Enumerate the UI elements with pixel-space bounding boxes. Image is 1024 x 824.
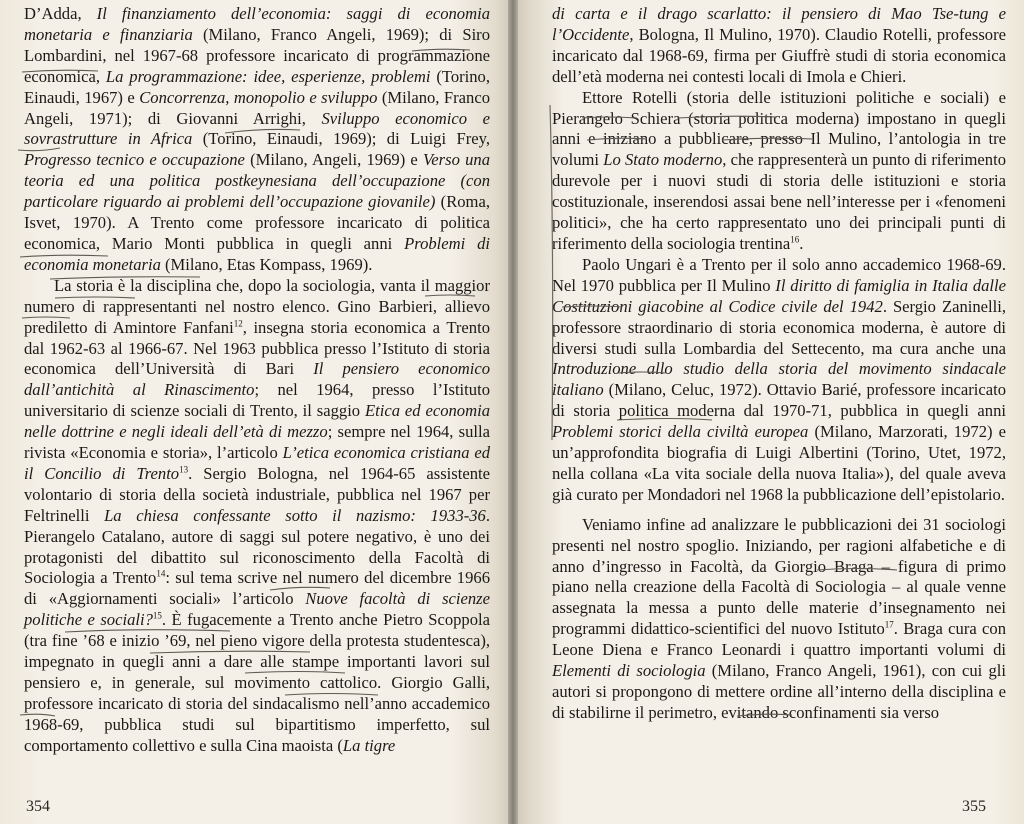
left-page-number: 354: [26, 798, 50, 815]
right-page-paragraph: di carta e il drago scarlatto: il pensiero di Mao Tse-tung e l’Occidente, Bologna, Il Mulino, 1970). Claudio Rotelli, professore incaricato dal 1968-69, firma per Giuffrè studi di storia economica dell’età moderna nei contesti locali di Imola e Chieri.: [552, 4, 1006, 86]
left-page-paragraph: D’Adda, Il finanziamento dell’economia: saggi di economia monetaria e finanziaria (Milano, Franco Angeli, 1969); di Siro Lombardini, nel 1967-68 professore incaricato di programmazione economica, La programmazione: idee, esperienze, problemi (Torino, Einaudi, 1967) e Concorrenza, monopolio e sviluppo (Milano, Franco Angeli, 1971); di Giovanni Arrighi, Sviluppo economico e sovrastrutture in Africa (Torino, Einaudi, 1969); di Luigi Frey, Progresso tecnico e occupazione (Milano, Angeli, 1969) e Verso una teoria ed una politica postkeynesiana dell’occupazione (con particolare riguardo ai problemi dell’occupazione giovanile) (Roma, Isvet, 1970). A Trento come professore incaricato di politica economica, Mario Monti pubblica in quegli anni Problemi di economia monetaria (Milano, Etas Kompass, 1969).: [24, 4, 491, 274]
left-page-text: [24, 4, 490, 757]
right-page: [512, 0, 1024, 824]
right-page-number: 355: [962, 798, 986, 815]
right-page-paragraph: Paolo Ungari è a Trento per il solo anno accademico 1968-69. Nel 1970 pubblica per Il Mulino Il diritto di famiglia in Italia dalle Costituzioni giacobine al Codice civile del 1942. Sergio Zaninelli, professore straordinario di storia economica moderna, è autore di diversi studi sulla Lombardia del Settecento, ma cura anche una Introduzione allo studio della storia del movimento sindacale italiano (Milano, Celuc, 1972). Ottavio Barié, professore incaricato di storia politica moderna dal 1970-71, pubblica in quegli anni Problemi storici della civiltà europea (Milano, Marzorati, 1972) e un’approfondita biografia di Luigi Albertini (Torino, Utet, 1972, nella collana «La vita sociale della nuova Italia»), del quale aveva già curato per Mondadori nel 1968 la pubblicazione dell’epistolario.: [552, 254, 1006, 504]
right-page-text: [552, 4, 1006, 724]
right-page-paragraph: Veniamo infine ad analizzare le pubblicazioni dei 31 sociologi presenti nel nostro spoglio. Iniziando, per ragioni alfabetiche e di anno d’ingresso in Facoltà, da Giorgio Braga – figura di primo piano nella creazione della Facoltà di Sociologia – al quale venne assegnata la messa a punto delle materie d’insegnamento nei programmi didattico-scientifici del nuovo Istituto$^{17}$. Braga cura con Leone Diena e Franco Leonardi i quattro importanti volumi di Elementi di sociologia (Milano, Franco Angeli, 1961), con cui gli autori si propongono di mettere ordine all’interno della disciplina e di stabilirne il perimetro, evitando sconfinamenti sia verso: [552, 514, 1006, 722]
right-page-paragraph: Ettore Rotelli (storia delle istituzioni politiche e sociali) e Pierangelo Schiera (storia politica moderna) impostano in quegli anni e iniziano a pubblicare, presso Il Mulino, l’antologia in tre volumi Lo Stato moderno, che rappresenterà un punto di riferimento durevole per i nuovi studi di storia delle istituzioni e storia costituzionale, inserendosi assai bene nell’interesse per i «fenomeni politici», che ha certo rappresentato uno dei principali punti di riferimento della sociologia trentina$^{16}$.: [552, 87, 1006, 253]
left-page-paragraph: La storia è la disciplina che, dopo la sociologia, vanta il maggior numero di rappresentanti nel nostro elenco. Gino Barbieri, allievo prediletto di Amintore Fanfani$^{12}$, insegna storia economica a Trento dal 1962-63 al 1966-67. Nel 1963 pubblica presso l’Istituto di storia economica dell’Università di Bari Il pensiero economico dall’antichità al Rinascimento; nel 1964, presso l’Istituto universitario di scienze sociali di Trento, il saggio Etica ed economia nelle dottrine e negli ideali dell’età di mezzo; sempre nel 1964, sulla rivista «Economia e storia», l’articolo L’etica economica cristiana ed il Concilio di Trento$^{13}$. Sergio Bologna, nel 1964-65 assistente volontario di storia della società industriale, pubblica nel 1967 per Feltrinelli La chiesa confessante sotto il nazismo: 1933-36. Pierangelo Catalano, autore di saggi sul potere negativo, è uno dei protagonisti del dibattito sul riconoscimento della Facoltà di Sociologia a Trento$^{14}$: sul tema scrive nel numero del dicembre 1966 di «Aggiornamenti sociali» l’articolo Nuove facoltà di scienze politiche e sociali?$^{15}$. È fugacemente a Trento anche Pietro Scoppola (tra fine ’68 e inizio ’69, nel pieno vigore della protesta studentesca), impegnato in quegli anni a dare alle stampe importanti lavori sul pensiero e, in generale, sul movimento cattolico. Giorgio Galli, professore incaricato di storia del sindacalismo nell’anno accademico 1968-69, pubblica studi sul bipartitismo imperfetto, sul comportamento collettivo e sulla Cina maoista (La tigre: [24, 275, 491, 755]
book-gutter: [508, 0, 518, 824]
